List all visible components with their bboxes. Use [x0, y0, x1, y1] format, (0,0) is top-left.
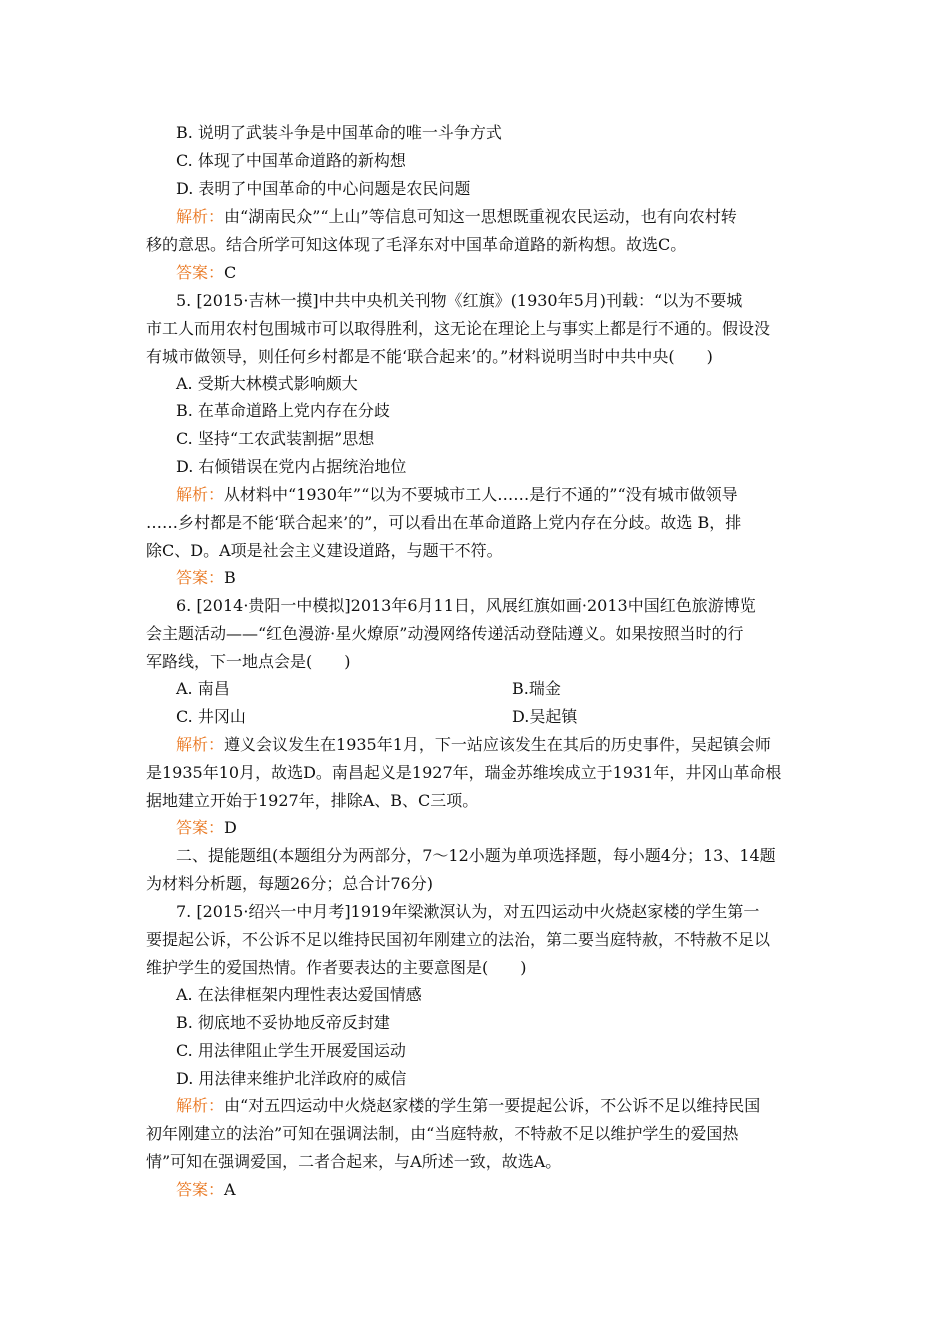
q6-analysis-cont2: 据地建立开始于1927年，排除A、B、C三项。 — [146, 791, 479, 810]
q6-stem-line1: 6. [2014·贵阳一中模拟]2013年6月11日，风展红旗如画·2013中国红色旅游博览 — [176, 596, 756, 615]
q4-analysis-cont: 移的意思。结合所学可知这体现了毛泽东对中国革命道路的新构想。故选C。 — [146, 235, 687, 254]
q7-stem-line1: 7. [2015·绍兴一中月考]1919年梁漱溟认为，对五四运动中火烧赵家楼的学生第一 — [176, 902, 760, 921]
q5-option-d: D. 右倾错误在党内占据统治地位 — [176, 457, 407, 476]
q7-analysis — [176, 1095, 760, 1117]
q5-option-a: A. 受斯大林模式影响颇大 — [176, 374, 358, 393]
q6-option-b: B.瑞金 — [512, 679, 561, 698]
analysis-text: 由“对五四运动中火烧赵家楼的学生第一要提起公诉，不公诉不足以维持民国 — [224, 1096, 761, 1115]
q5-stem-line1: 5. [2015·吉林一摸]中共中央机关刊物《红旗》(1930年5月)刊载：“以为不要城 — [176, 291, 743, 310]
answer-value: A — [224, 1180, 236, 1199]
q7-analysis-cont1: 初年刚建立的法治”可知在强调法制，由“当庭特赦，不特赦不足以维护学生的爱国热 — [146, 1124, 739, 1143]
q7-stem-line2: 要提起公诉，不公诉不足以维持民国初年刚建立的法治，第二要当庭特赦，不特赦不足以 — [146, 930, 771, 949]
q6-option-c: C. 井冈山 — [176, 707, 246, 726]
q4-option-c: C. 体现了中国革命道路的新构想 — [176, 151, 406, 170]
analysis-text: 由“湖南民众”“上山”等信息可知这一思想既重视农民运动，也有向农村转 — [224, 207, 737, 226]
answer-label: 答案： — [176, 1180, 225, 1199]
analysis-label: 解析： — [176, 207, 225, 226]
q5-stem-line3: 有城市做领导，则任何乡村都是不能‘联合起来’的。”材料说明当时中共中央( ) — [146, 347, 713, 366]
analysis-text: 从材料中“1930年”“以为不要城市工人……是行不通的”“没有城市做领导 — [224, 485, 738, 504]
q7-option-a: A. 在法律框架内理性表达爱国情感 — [176, 985, 422, 1004]
q5-option-b: B. 在革命道路上党内存在分歧 — [176, 401, 390, 420]
analysis-label: 解析： — [176, 1096, 225, 1115]
q5-answer — [176, 567, 236, 589]
section2-heading-cont: 为材料分析题，每题26分；总合计76分) — [146, 874, 433, 893]
analysis-label: 解析： — [176, 735, 225, 754]
q6-analysis-cont1: 是1935年10月，故选D。南昌起义是1927年，瑞金苏维埃成立于1931年，井冈山革命根 — [146, 763, 782, 782]
analysis-label: 解析： — [176, 485, 225, 504]
answer-label: 答案： — [176, 568, 225, 587]
q4-analysis — [176, 206, 737, 228]
q4-answer — [176, 262, 236, 284]
q7-answer — [176, 1179, 236, 1201]
q7-stem-line3: 维护学生的爱国热情。作者要表达的主要意图是( ) — [146, 958, 527, 977]
q5-analysis — [176, 484, 738, 506]
q7-option-d: D. 用法律来维护北洋政府的威信 — [176, 1069, 407, 1088]
q6-option-a: A. 南昌 — [176, 679, 230, 698]
q5-analysis-cont2: 除C、D。A项是社会主义建设道路，与题干不符。 — [146, 541, 503, 560]
q7-option-c: C. 用法律阻止学生开展爱国运动 — [176, 1041, 406, 1060]
q6-stem-line2: 会主题活动——“红色漫游·星火燎原”动漫网络传递活动登陆遵义。如果按照当时的行 — [146, 624, 744, 643]
q6-option-d: D.吴起镇 — [512, 707, 578, 726]
q4-option-b: B. 说明了武装斗争是中国革命的唯一斗争方式 — [176, 123, 502, 142]
q7-option-b: B. 彻底地不妥协地反帝反封建 — [176, 1013, 390, 1032]
q4-option-d: D. 表明了中国革命的中心问题是农民问题 — [176, 179, 471, 198]
analysis-text: 遵义会议发生在1935年1月，下一站应该发生在其后的历史事件，吴起镇会师 — [224, 735, 771, 754]
q5-option-c: C. 坚持“工农武装割据”思想 — [176, 429, 375, 448]
answer-label: 答案： — [176, 263, 225, 282]
q6-stem-line3: 军路线，下一地点会是( ) — [146, 652, 351, 671]
q5-stem-line2: 市工人而用农村包围城市可以取得胜利，这无论在理论上与事实上都是行不通的。假设没 — [146, 319, 771, 338]
answer-value: C — [224, 263, 237, 282]
answer-value: B — [224, 568, 236, 587]
q7-analysis-cont2: 情”可知在强调爱国，二者合起来，与A所述一致，故选A。 — [146, 1152, 562, 1171]
section2-heading: 二、提能题组(本题组分为两部分，7～12小题为单项选择题，每小题4分；13、14题 — [176, 846, 776, 865]
q5-analysis-cont1: ……乡村都是不能‘联合起来’的”，可以看出在革命道路上党内存在分歧。故选 B，排 — [146, 513, 742, 532]
answer-label: 答案： — [176, 818, 225, 837]
q6-answer — [176, 817, 237, 839]
answer-value: D — [224, 818, 237, 837]
q6-analysis — [176, 734, 771, 756]
